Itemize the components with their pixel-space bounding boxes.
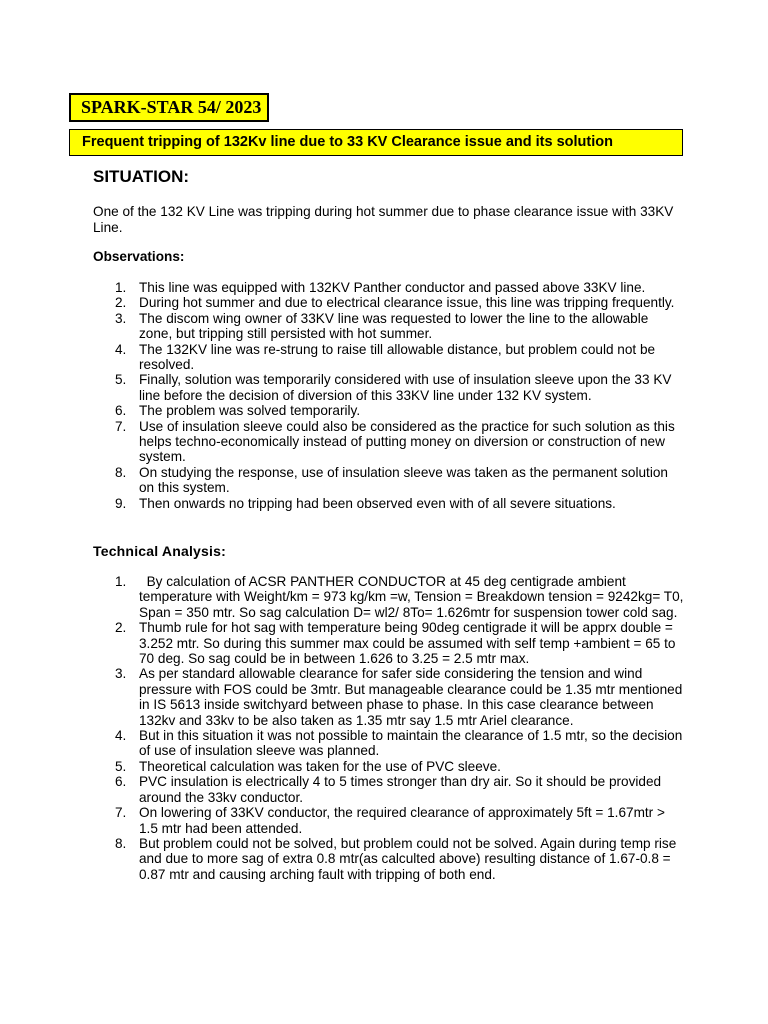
- list-item-text: On lowering of 33KV conductor, the required clearance of approximately 5ft = 1.67mtr > 1.5 mtr had been attended.: [139, 805, 665, 836]
- list-item: [115, 759, 685, 774]
- list-item-text: Theoretical calculation was taken for the use of PVC sleeve.: [139, 758, 501, 774]
- list-item: [115, 836, 685, 882]
- list-item-number: 7.: [115, 418, 127, 434]
- list-item-text: The discom wing owner of 33KV line was requested to lower the line to the allowable zone, but tripping still persisted with hot summer.: [139, 310, 649, 342]
- list-item-number: 7.: [115, 805, 127, 821]
- list-item-text: The 132KV line was re-strung to raise till allowable distance, but problem could not be resolved.: [139, 341, 656, 373]
- list-item-text: Finally, solution was temporarily considered with use of insulation sleeve upon the 33 KV line before the decision of diversion of this 33KV line under 132 KV system.: [139, 372, 672, 403]
- list-item: [115, 805, 685, 836]
- list-item-number: 3.: [115, 310, 127, 326]
- list-item-number: 8.: [115, 835, 127, 851]
- list-item-text: On studying the response, use of insulation sleeve was taken as the permanent solution on this system.: [139, 464, 668, 496]
- list-item-text: During hot summer and due to electrical clearance issue, this line was tripping frequently.: [139, 295, 675, 311]
- list-item-number: 2.: [115, 620, 127, 636]
- document-title: SPARK-STAR 54/ 2023: [69, 93, 269, 122]
- list-item-text: Then onwards no tripping had been observed even with of all severe situations.: [139, 495, 616, 511]
- list-item-number: 4.: [115, 728, 127, 744]
- list-item-text: The problem was solved temporarily.: [139, 403, 361, 419]
- list-item-text: Thumb rule for hot sag with temperature being 90deg centigrade it will be apprx double = 3.252 mtr. So during this summer max could be assumed with self temp +ambient = 65 to 70 deg. So sag could be in between 1.626 to 3.25 = 2.5 mtr max.: [139, 620, 676, 667]
- observations-heading: Observations:: [93, 249, 185, 264]
- list-item: [115, 666, 685, 728]
- list-item-number: 5.: [115, 372, 127, 388]
- list-item: [115, 311, 685, 342]
- situation-text: One of the 132 KV Line was tripping during hot summer due to phase clearance issue with 33KV Line.: [93, 204, 674, 235]
- list-item-text: But in this situation it was not possible to maintain the clearance of 1.5 mtr, so the decision of use of insulation sleeve was planned.: [139, 728, 683, 759]
- technical-analysis-heading: Technical Analysis:: [93, 543, 226, 559]
- list-item-number: 6.: [115, 774, 127, 790]
- list-item-number: 4.: [115, 341, 127, 357]
- list-item-number: 1.: [115, 574, 127, 589]
- technical-analysis-list: [115, 574, 688, 882]
- list-item: [115, 574, 688, 620]
- situation-heading: SITUATION:: [93, 167, 190, 186]
- list-item: [115, 372, 685, 403]
- list-item: [115, 419, 685, 465]
- list-item-number: 6.: [115, 403, 127, 419]
- list-item-text: Use of insulation sleeve could also be considered as the practice for such solution as this helps techno-economically instead of putting money on diversion or construction of new system.: [139, 418, 675, 465]
- list-item-number: 8.: [115, 464, 127, 480]
- list-item: [115, 496, 685, 511]
- observations-list: [115, 280, 685, 511]
- list-item-number: 2.: [115, 295, 127, 311]
- list-item: [115, 774, 685, 805]
- list-item-number: 1.: [115, 280, 127, 295]
- list-item-text: This line was equipped with 132KV Panther conductor and passed above 33KV line.: [139, 280, 646, 295]
- list-item: [115, 465, 685, 496]
- list-item: [115, 728, 685, 759]
- list-item: [115, 295, 685, 310]
- list-item-text: PVC insulation is electrically 4 to 5 times stronger than dry air. So it should be provided around the 33kv conductor.: [139, 774, 662, 805]
- list-item-number: 5.: [115, 758, 127, 774]
- list-item: [115, 280, 685, 295]
- list-item-number: 9.: [115, 495, 127, 511]
- document-subtitle: Frequent tripping of 132Kv line due to 33 KV Clearance issue and its solution: [69, 129, 683, 156]
- list-item: [115, 403, 685, 418]
- list-item-text: As per standard allowable clearance for safer side considering the tension and wind pressure with FOS could be 3mtr. But manageable clearance could be 1.35 mtr mentioned in IS 5613 inside switchyard between phase to phase. In this case clearance between 132kv and 33kv to be also taken as 1.35 mtr say 1.5 mtr Ariel clearance.: [139, 666, 683, 728]
- list-item: [115, 342, 685, 373]
- list-item-text: By calculation of ACSR PANTHER CONDUCTOR at 45 deg centigrade ambient temperature with Weight/km = 973 kg/km =w, Tension = Breakdown tension = 9242kg= T0, Span = 350 mtr. So sag calculation D= wl2/ 8To= 1.626mtr for suspension tower cold sag.: [139, 574, 688, 620]
- list-item: [115, 620, 685, 666]
- list-item-number: 3.: [115, 666, 127, 682]
- list-item-text: But problem could not be solved, but problem could not be solved. Again during temp rise and due to more sag of extra 0.8 mtr(as calculted above) resulting distance of 1.67-0.8 = 0.87 mtr and causing arching fault with tripping of both end.: [139, 835, 677, 882]
